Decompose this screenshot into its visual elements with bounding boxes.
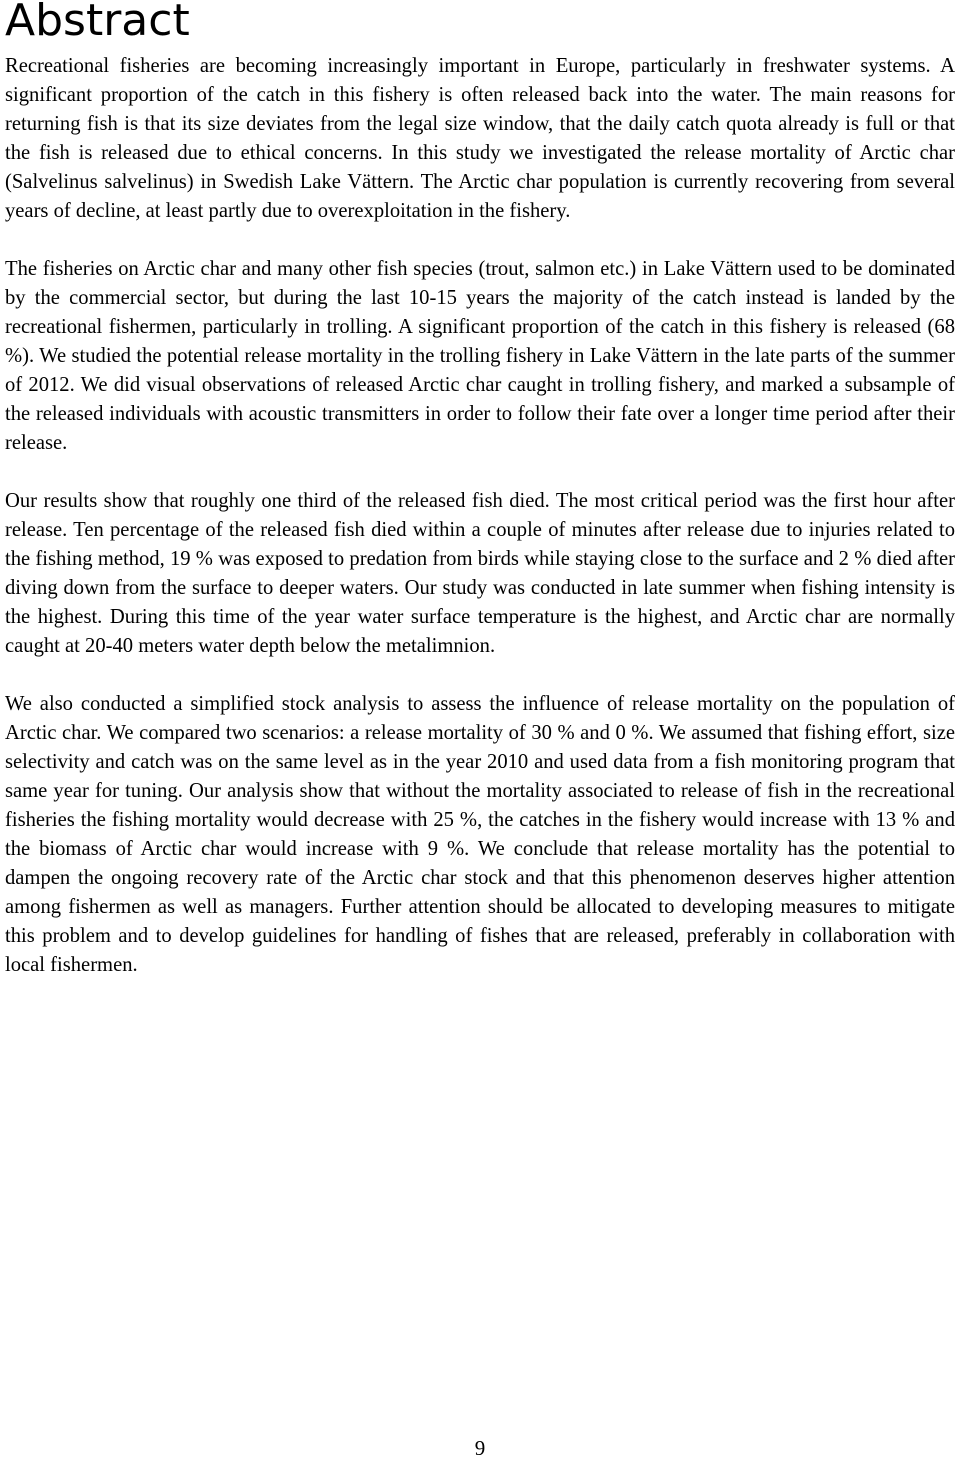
abstract-paragraph-2: The fisheries on Arctic char and many other fish species (trout, salmon etc.) in Lake Vättern used to be dominated by the commercial sector, but during the last 10-15 years the majority of the catch instead is landed by the recreational fishermen, particularly in trolling. A significant proportion of the catch in this fishery is released (68 %). We studied the potential release mortality in the trolling fishery in Lake Vättern in the late parts of the summer of 2012. We did visual observations of released Arctic char caught in trolling fishery, and marked a subsample of the released individuals with acoustic transmitters in order to follow their fate over a longer time period after their release. (5, 258, 955, 454)
page-number: 9 (474, 1436, 486, 1460)
abstract-paragraph-4: We also conducted a simplified stock analysis to assess the influence of release mortality on the population of Arctic char. We compared two scenarios: a release mortality of 30 % and 0 %. We assumed that fishing effort, size selectivity and catch was on the same level as in the year 2010 and used data from a fish monitoring program that same year for tuning. Our analysis show that without the mortality associated to release of fish in the recreational fisheries the fishing mortality would decrease with 25 %, the catches in the fishery would increase with 13 % and the biomass of Arctic char would increase with 9 %. We conclude that release mortality has the potential to dampen the ongoing recovery rate of the Arctic char stock and that this phenomenon deserves higher attention among fishermen as well as managers. Further attention should be allocated to developing measures to mitigate this problem and to develop guidelines for handling of fishes that are released, preferably in collaboration with local fishermen. (5, 693, 955, 976)
abstract-paragraph-3: Our results show that roughly one third of the released fish died. The most critical period was the first hour after release. Ten percentage of the released fish died within a couple of minutes after release due to injuries related to the fishing method, 19 % was exposed to predation from birds while staying close to the surface and 2 % died after diving down from the surface to deeper waters. Our study was conducted in late summer when fishing intensity is the highest. During this time of the year water surface temperature is the highest, and Arctic char are normally caught at 20-40 meters water depth below the metalimnion. (5, 490, 955, 657)
abstract-paragraph-1: Recreational fisheries are becoming increasingly important in Europe, particularly in freshwater systems. A significant proportion of the catch in this fishery is often released back into the water. The main reasons for returning fish is that its size deviates from the legal size window, that the daily catch quota already is full or that the fish is released due to ethical concerns. In this study we investigated the release mortality of Arctic char (Salvelinus salvelinus) in Swedish Lake Vättern. The Arctic char population is currently recovering from several years of decline, at least partly due to overexploitation in the fishery. (5, 55, 955, 222)
page-title: Abstract (5, 0, 190, 46)
document-page (5, 0, 955, 980)
